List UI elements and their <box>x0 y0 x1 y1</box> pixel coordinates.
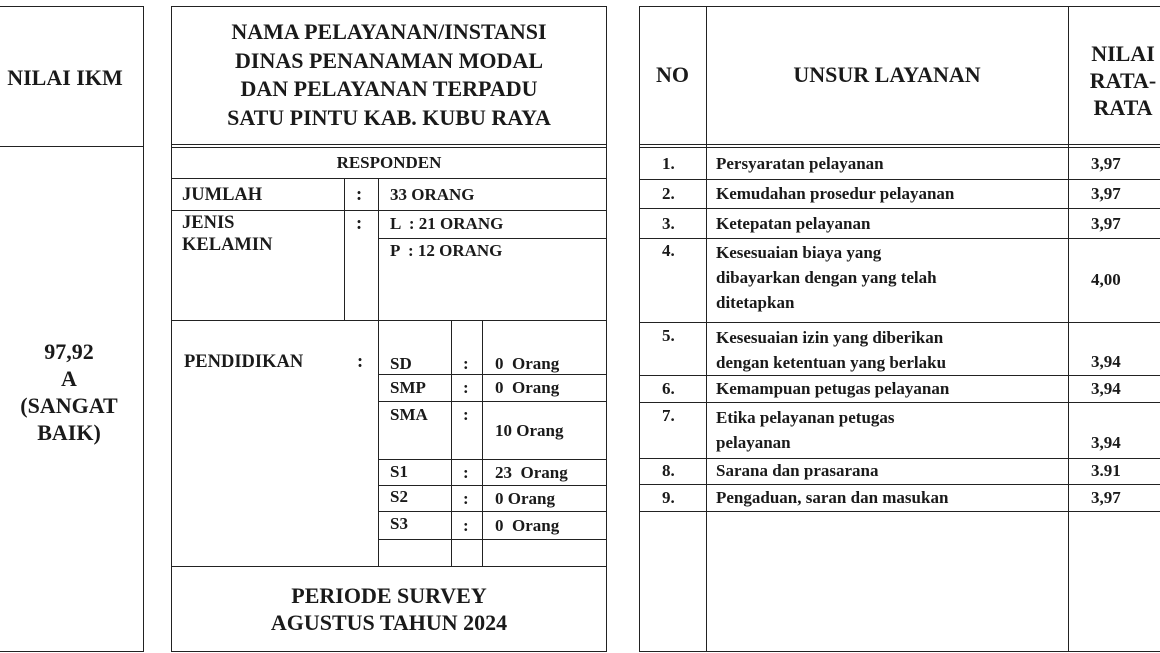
ikm-score: 97,92 <box>44 339 94 364</box>
table-row-no: 7. <box>662 406 675 425</box>
table-row-no: 1. <box>662 154 675 173</box>
jumlah-colon: : <box>356 185 363 205</box>
table-row-unsur: Ketepatan pelayanan <box>716 214 871 233</box>
ikm-grade: A <box>61 366 77 391</box>
table-row-unsur: Persyaratan pelayanan <box>716 154 884 173</box>
pendidikan-label: PENDIDIKAN <box>184 352 304 372</box>
table-row-unsur: Kemudahan prosedur pelayanan <box>716 184 955 203</box>
education-count: 10 Orang <box>495 421 564 440</box>
education-count: 23 Orang <box>495 463 568 482</box>
education-level: S2 <box>390 487 408 506</box>
education-count: 0 Orang <box>495 354 560 373</box>
education-level: SD <box>390 354 412 373</box>
education-colon: : <box>463 516 469 535</box>
table-row-nilai: 3,97 <box>1091 488 1121 507</box>
table-row-nilai: 4,00 <box>1091 270 1121 289</box>
table-row-unsur: Kesesuaian izin yang diberikan dengan ketentuan yang berlaku <box>716 328 947 372</box>
table-row-nilai: 3,94 <box>1091 433 1121 452</box>
table-row-nilai: 3.91 <box>1091 461 1121 480</box>
table-row-no: 6. <box>662 379 675 398</box>
table-row-nilai: 3,97 <box>1091 214 1121 233</box>
ikm-header-divider <box>0 146 144 147</box>
table-row-nilai: 3,94 <box>1091 352 1121 371</box>
education-level: SMA <box>390 405 428 424</box>
responden-label: RESPONDEN <box>336 153 442 172</box>
jumlah-value: 33 ORANG <box>390 185 475 204</box>
table-row-no: 4. <box>662 241 675 260</box>
table-row-unsur: Pengaduan, saran dan masukan <box>716 488 949 507</box>
pendidikan-colon: : <box>357 352 364 372</box>
education-colon: : <box>463 489 469 508</box>
jenis-kelamin-label: JENIS KELAMIN <box>182 213 273 255</box>
table-row-no: 8. <box>662 461 675 480</box>
table-row-unsur: Kemampuan petugas pelayanan <box>716 379 950 398</box>
education-level: S3 <box>390 514 408 533</box>
education-colon: : <box>463 463 469 482</box>
education-colon: : <box>463 354 469 373</box>
periode-survey: PERIODE SURVEY AGUSTUS TAHUN 2024 <box>270 583 508 635</box>
ikm-result <box>0 338 144 446</box>
jumlah-label: JUMLAH <box>182 185 263 205</box>
ikm-category: (SANGAT BAIK) <box>20 393 118 445</box>
gender-l: L : 21 ORANG <box>390 214 504 233</box>
education-count: 0 Orang <box>495 378 560 397</box>
jenis-kelamin-colon: : <box>356 214 363 234</box>
table-row-no: 5. <box>662 326 675 345</box>
header-unsur: UNSUR LAYANAN <box>793 62 981 87</box>
table-row-nilai: 3,97 <box>1091 154 1121 173</box>
education-colon: : <box>463 405 469 424</box>
education-count: 0 Orang <box>495 489 555 508</box>
table-row-nilai: 3,94 <box>1091 379 1121 398</box>
ikm-header: NILAI IKM <box>7 65 123 90</box>
gender-p: P : 12 ORANG <box>390 241 503 260</box>
table-row-nilai: 3,97 <box>1091 184 1121 203</box>
education-colon: : <box>463 378 469 397</box>
table-row-unsur: Sarana dan prasarana <box>716 461 879 480</box>
service-title: NAMA PELAYANAN/INSTANSI DINAS PENANAMAN MODAL DAN PELAYANAN TERPADU SATU PINTU KAB. KUBU RAYA <box>227 19 551 130</box>
table-row-no: 2. <box>662 184 675 203</box>
table-row-unsur: Kesesuaian biaya yang dibayarkan dengan yang telah ditetapkan <box>716 243 937 312</box>
header-nilai: NILAI RATA- RATA <box>1089 41 1157 120</box>
education-count: 0 Orang <box>495 516 560 535</box>
table-row-unsur: Etika pelayanan petugas pelayanan <box>716 408 895 452</box>
header-no: NO <box>656 62 689 87</box>
table-row-no: 9. <box>662 488 675 507</box>
table-row-no: 3. <box>662 214 675 233</box>
ikm-panel <box>0 6 144 652</box>
education-level: SMP <box>390 378 426 397</box>
education-level: S1 <box>390 462 408 481</box>
